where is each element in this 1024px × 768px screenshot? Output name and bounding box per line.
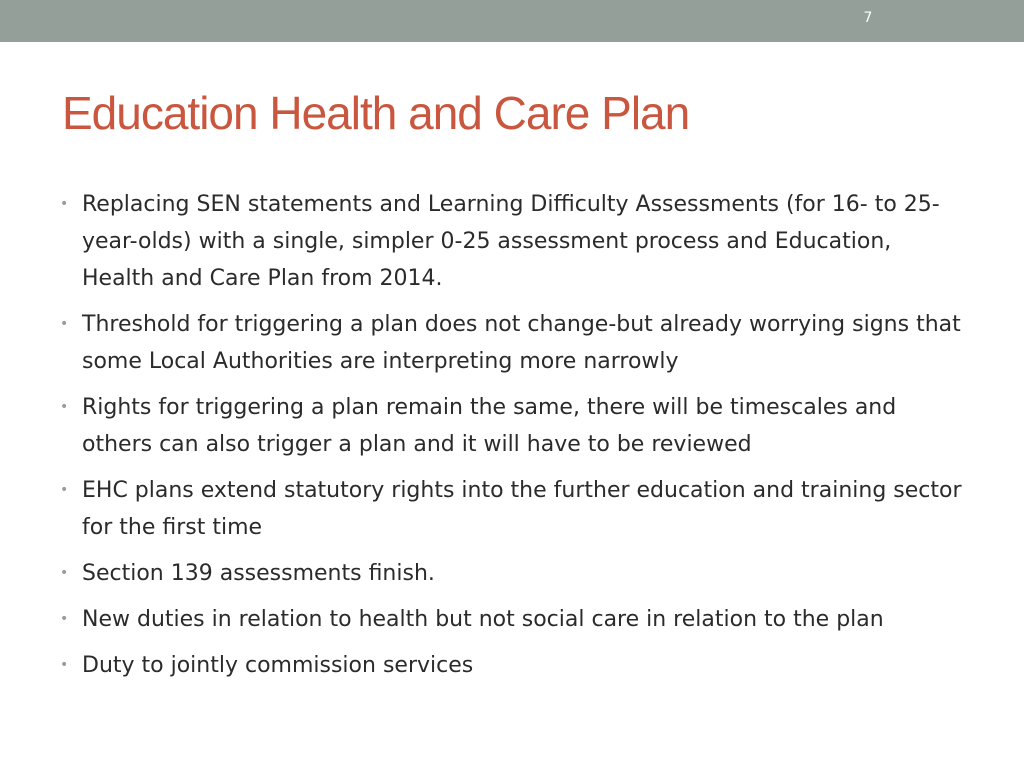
header-band [0, 0, 1024, 42]
slide-number: 7 [863, 10, 873, 26]
bullet-item [58, 647, 962, 684]
bullet-dot-icon: • [60, 565, 69, 581]
bullet-text: Duty to jointly commission services [82, 653, 474, 678]
bullet-item [58, 601, 962, 638]
bullet-text: Replacing SEN statements and Learning Difficulty Assessments (for 16- to 25-year-olds) with a single, simpler 0-25 assessment process and Education, Health and Care Plan from 2014. [82, 192, 940, 291]
slide-title: Education Health and Care Plan [62, 87, 690, 139]
bullet-dot-icon: • [60, 482, 69, 498]
bullet-dot-icon: • [60, 196, 69, 212]
bullet-item [58, 306, 962, 380]
bullet-dot-icon: • [60, 657, 69, 673]
bullet-text: Rights for triggering a plan remain the same, there will be timescales and others can also trigger a plan and it will have to be reviewed [82, 395, 897, 457]
bullet-item [58, 186, 962, 297]
bullet-list [58, 186, 962, 693]
bullet-item [58, 472, 962, 546]
bullet-text: EHC plans extend statutory rights into the further education and training sector for the first time [82, 478, 962, 540]
bullet-dot-icon: • [60, 611, 69, 627]
bullet-dot-icon: • [60, 399, 69, 415]
bullet-text: Threshold for triggering a plan does not change-but already worrying signs that some Local Authorities are interpreting more narrowly [82, 312, 961, 374]
bullet-item [58, 389, 962, 463]
bullet-item [58, 555, 962, 592]
bullet-text: Section 139 assessments finish. [82, 561, 435, 586]
bullet-text: New duties in relation to health but not social care in relation to the plan [82, 607, 884, 632]
bullet-dot-icon: • [60, 316, 69, 332]
